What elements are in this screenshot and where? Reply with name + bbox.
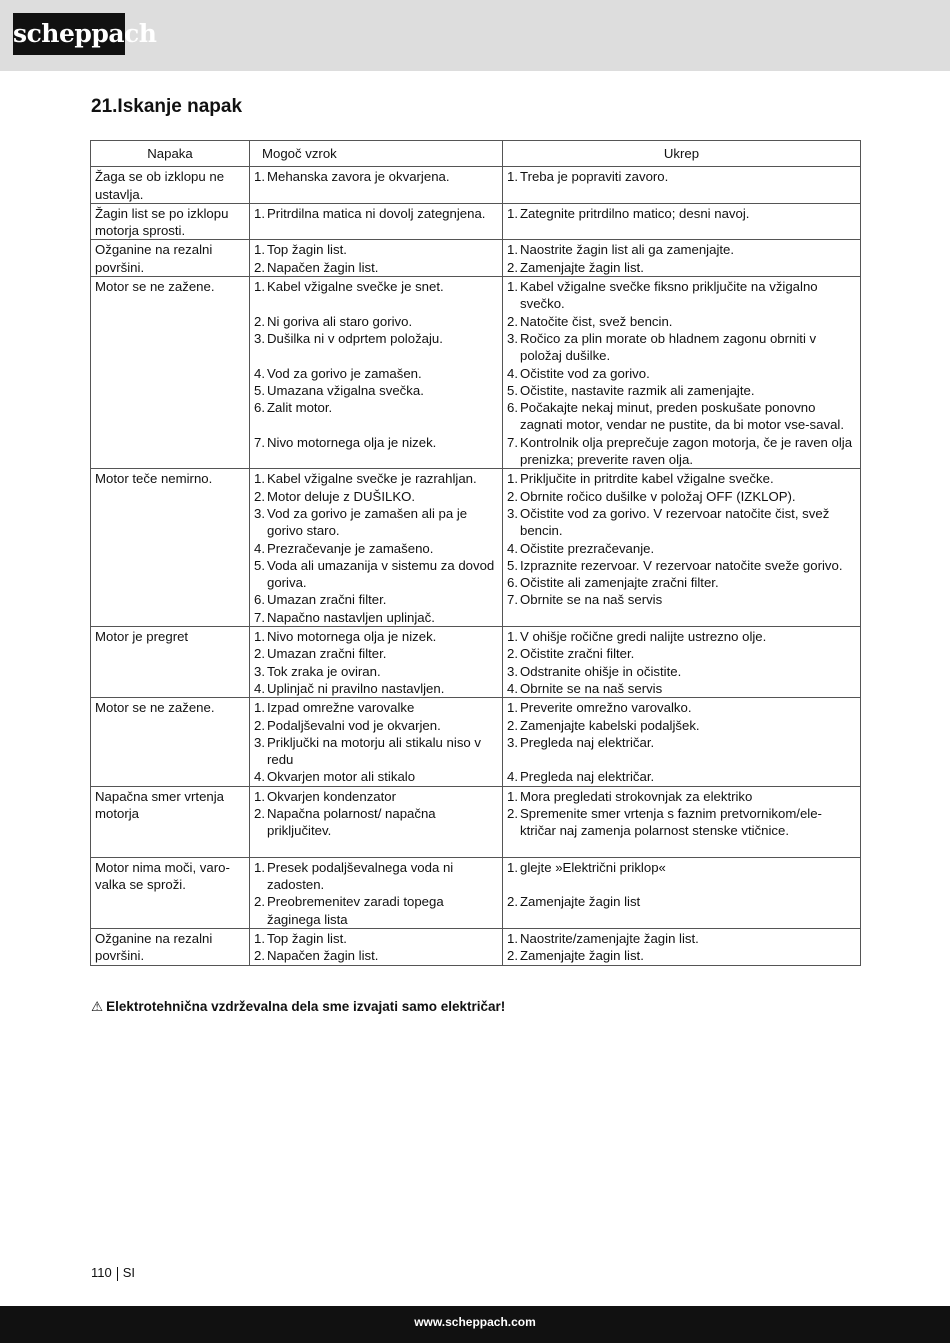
list-item bbox=[507, 205, 856, 222]
list-item-text: Zalit motor. bbox=[267, 400, 333, 416]
list-item-number: 1. bbox=[507, 788, 518, 804]
list-item-text: Nivo motornega olja je nizek. bbox=[267, 629, 437, 645]
list-item-number: 4. bbox=[254, 365, 265, 381]
list-item-number: 5. bbox=[254, 382, 265, 398]
list-item bbox=[507, 699, 856, 716]
list-item-text: Zamenjajte žagin list bbox=[520, 894, 641, 910]
page-number-value: 110 bbox=[91, 1265, 112, 1280]
list-item bbox=[507, 505, 856, 540]
list-item bbox=[254, 205, 498, 222]
list-item bbox=[254, 930, 498, 947]
table-row bbox=[91, 929, 861, 966]
list-item-number: 2. bbox=[254, 646, 265, 662]
table-row bbox=[91, 277, 861, 469]
table-row bbox=[91, 627, 861, 698]
fault-cell: Ožganine na rezalni površini. bbox=[91, 240, 250, 277]
list-item-number: 2. bbox=[507, 717, 518, 733]
remedy-cell bbox=[503, 857, 861, 928]
list-item bbox=[507, 259, 856, 276]
list-item-number: 1. bbox=[507, 471, 518, 487]
list-item bbox=[507, 768, 856, 785]
list-item-number: 1. bbox=[507, 242, 518, 258]
list-item-text: Obrnite se na naš servis bbox=[520, 592, 663, 608]
list-item-number: 2. bbox=[507, 948, 518, 964]
list-item bbox=[507, 557, 856, 574]
list-item bbox=[254, 168, 498, 185]
list-item-text: Odstranite ohišje in očistite. bbox=[520, 663, 682, 679]
list-item bbox=[254, 859, 498, 894]
list-item bbox=[254, 259, 498, 276]
list-item-number: 5. bbox=[507, 557, 518, 573]
list-item-number: 1. bbox=[507, 700, 518, 716]
spacer-line bbox=[507, 876, 856, 893]
list-item-text: Treba je popraviti zavoro. bbox=[520, 169, 669, 185]
page-separator bbox=[117, 1267, 118, 1281]
list-item-number: 1. bbox=[254, 859, 265, 875]
list-item-number: 1. bbox=[254, 629, 265, 645]
list-item-number: 5. bbox=[507, 382, 518, 398]
list-item-text: Spremenite smer vrtenja s faznim pretvornikom/ele-ktričar naj zamenja polarnost stenske vtičnice. bbox=[520, 805, 822, 839]
list-item-text: Napačen žagin list. bbox=[267, 948, 379, 964]
list-item-text: Top žagin list. bbox=[267, 242, 347, 258]
fault-cell: Motor nima moči, varo-valka se sproži. bbox=[91, 857, 250, 928]
list-item-text: Podaljševalni vod je okvarjen. bbox=[267, 717, 441, 733]
list-item-text: Pregleda naj električar. bbox=[520, 769, 655, 785]
header-remedy: Ukrep bbox=[503, 141, 861, 167]
list-item bbox=[507, 680, 856, 697]
fault-cell: Motor se ne zažene. bbox=[91, 698, 250, 786]
list-item bbox=[254, 313, 498, 330]
list-item-number: 2. bbox=[254, 313, 265, 329]
list-item bbox=[254, 788, 498, 805]
list-item bbox=[254, 330, 498, 347]
list-item bbox=[254, 505, 498, 540]
list-item-text: Okvarjen kondenzator bbox=[267, 788, 397, 804]
list-item bbox=[254, 540, 498, 557]
list-item-number: 6. bbox=[507, 575, 518, 591]
page-number bbox=[91, 1265, 135, 1281]
spacer-line bbox=[254, 295, 498, 312]
list-item-number: 3. bbox=[507, 663, 518, 679]
list-item bbox=[507, 591, 856, 608]
list-item-text: Očistite ali zamenjajte zračni filter. bbox=[520, 575, 719, 591]
table-row bbox=[91, 203, 861, 240]
list-item-text: Tok zraka je oviran. bbox=[267, 663, 381, 679]
list-item-number: 3. bbox=[507, 505, 518, 521]
list-item-text: Mehanska zavora je okvarjena. bbox=[267, 169, 450, 185]
list-item-text: Naostrite žagin list ali ga zamenjajte. bbox=[520, 242, 735, 258]
fault-cell: Žagin list se po izklopu motorja sprosti. bbox=[91, 203, 250, 240]
list-item-text: Očistite vod za gorivo. bbox=[520, 365, 650, 381]
list-item bbox=[507, 805, 856, 840]
electrical-warning bbox=[91, 999, 505, 1015]
list-item-text: Zategnite pritrdilno matico; desni navoj. bbox=[520, 205, 750, 221]
list-item bbox=[507, 278, 856, 313]
list-item-number: 1. bbox=[254, 205, 265, 221]
warning-triangle-icon: ⚠ bbox=[91, 999, 104, 1014]
cause-cell bbox=[250, 277, 503, 469]
list-item bbox=[254, 382, 498, 399]
list-item-number: 3. bbox=[254, 505, 265, 521]
list-item-number: 5. bbox=[254, 557, 265, 573]
list-item-number: 2. bbox=[507, 894, 518, 910]
list-item-text: Ni goriva ali staro gorivo. bbox=[267, 313, 413, 329]
list-item bbox=[254, 680, 498, 697]
list-item-number: 4. bbox=[507, 680, 518, 696]
list-item-text: Preobremenitev zaradi topega žaginega lista bbox=[267, 894, 444, 927]
list-item-number: 2. bbox=[254, 717, 265, 733]
fault-cell: Motor teče nemirno. bbox=[91, 469, 250, 627]
cause-cell bbox=[250, 240, 503, 277]
list-item-text: Vod za gorivo je zamašen. bbox=[267, 365, 422, 381]
list-item bbox=[507, 488, 856, 505]
list-item-number: 1. bbox=[507, 279, 518, 295]
list-item-text: Zamenjajte žagin list. bbox=[520, 948, 644, 964]
list-item bbox=[507, 788, 856, 805]
header-cause: Mogoč vzrok bbox=[250, 141, 503, 167]
list-item-text: Kabel vžigalne svečke fiksno priključite na vžigalno svečko. bbox=[520, 279, 818, 312]
remedy-cell bbox=[503, 277, 861, 469]
list-item bbox=[254, 557, 498, 592]
list-item bbox=[254, 591, 498, 608]
list-item bbox=[254, 399, 498, 416]
list-item-number: 6. bbox=[507, 400, 518, 416]
list-item bbox=[507, 382, 856, 399]
list-item-number: 1. bbox=[507, 859, 518, 875]
list-item bbox=[254, 609, 498, 626]
list-item-text: Voda ali umazanija v sistemu za dovod goriva. bbox=[267, 557, 495, 591]
list-item-number: 4. bbox=[507, 365, 518, 381]
fault-cell: Ožganine na rezalni površini. bbox=[91, 929, 250, 966]
list-item bbox=[507, 434, 856, 469]
list-item-text: Umazan zračni filter. bbox=[267, 592, 387, 608]
list-item-number: 1. bbox=[254, 931, 265, 947]
list-item bbox=[254, 717, 498, 734]
list-item bbox=[254, 893, 498, 928]
spacer-line bbox=[254, 416, 498, 433]
list-item-text: Napačen žagin list. bbox=[267, 259, 379, 275]
list-item bbox=[507, 470, 856, 487]
list-item-text: Top žagin list. bbox=[267, 931, 347, 947]
list-item-number: 6. bbox=[254, 592, 265, 608]
fault-cell: Motor se ne zažene. bbox=[91, 277, 250, 469]
list-item-number: 4. bbox=[507, 769, 518, 785]
section-title-text: Iskanje napak bbox=[117, 96, 243, 117]
list-item bbox=[507, 645, 856, 662]
list-item-number: 2. bbox=[507, 646, 518, 662]
list-item-text: Priključki na motorju ali stikalu niso v redu bbox=[267, 734, 482, 768]
fault-cell: Žaga se ob izklopu ne ustavlja. bbox=[91, 167, 250, 204]
fault-cell: Motor je pregret bbox=[91, 627, 250, 698]
list-item-number: 2. bbox=[254, 488, 265, 504]
list-item-text: Natočite čist, svež bencin. bbox=[520, 313, 673, 329]
list-item-number: 2. bbox=[254, 805, 265, 821]
list-item-text: Umazan zračni filter. bbox=[267, 646, 387, 662]
list-item-text: Priključite in pritrdite kabel vžigalne svečke. bbox=[520, 471, 774, 487]
list-item-text: Napačno nastavljen uplinjač. bbox=[267, 609, 435, 625]
list-item-text: Pritrdilna matica ni dovolj zategnjena. bbox=[267, 205, 486, 221]
list-item bbox=[507, 663, 856, 680]
list-item bbox=[507, 540, 856, 557]
table-header-row bbox=[91, 141, 861, 167]
list-item-text: Dušilka ni v odprtem položaju. bbox=[267, 330, 443, 346]
list-item-number: 2. bbox=[507, 488, 518, 504]
list-item-text: Očistite vod za gorivo. V rezervoar natočite čist, svež bencin. bbox=[520, 505, 830, 539]
list-item-text: Kabel vžigalne svečke je razrahljan. bbox=[267, 471, 477, 487]
list-item bbox=[507, 947, 856, 964]
list-item bbox=[507, 241, 856, 258]
list-item-text: V ohišje ročične gredi nalijte ustrezno olje. bbox=[520, 629, 767, 645]
list-item-number: 1. bbox=[254, 169, 265, 185]
list-item-text: Zamenjajte žagin list. bbox=[520, 259, 644, 275]
list-item-text: Pregleda naj električar. bbox=[520, 734, 655, 750]
cause-cell bbox=[250, 469, 503, 627]
list-item-number: 1. bbox=[254, 471, 265, 487]
warning-text: Elektrotehnična vzdrževalna dela sme izvajati samo električar! bbox=[106, 999, 506, 1014]
list-item-text: Počakajte nekaj minut, preden poskušate ponovno zagnati motor, vendar ne pustite, da bi motor vse-saval. bbox=[520, 400, 844, 433]
list-item-text: Obrnite ročico dušilke v položaj OFF (IZKLOP). bbox=[520, 488, 796, 504]
list-item-text: Očistite zračni filter. bbox=[520, 646, 635, 662]
list-item-text: Očistite, nastavite razmik ali zamenjajte. bbox=[520, 382, 755, 398]
list-item-number: 7. bbox=[507, 434, 518, 450]
list-item bbox=[507, 717, 856, 734]
list-item-text: Okvarjen motor ali stikalo bbox=[267, 769, 416, 785]
page-language: SI bbox=[122, 1265, 136, 1280]
list-item-text: Mora pregledati strokovnjak za elektriko bbox=[520, 788, 753, 804]
list-item-number: 1. bbox=[254, 788, 265, 804]
list-item bbox=[254, 768, 498, 785]
list-item-text: Prezračevanje je zamašeno. bbox=[267, 540, 434, 556]
list-item bbox=[254, 947, 498, 964]
footer-bar bbox=[0, 1306, 950, 1343]
table-row bbox=[91, 786, 861, 857]
list-item-text: Nivo motornega olja je nizek. bbox=[267, 434, 437, 450]
list-item-text: Kabel vžigalne svečke je snet. bbox=[267, 279, 444, 295]
list-item-text: Umazana vžigalna svečka. bbox=[267, 382, 424, 398]
list-item bbox=[254, 699, 498, 716]
list-item-number: 4. bbox=[254, 540, 265, 556]
list-item bbox=[507, 930, 856, 947]
list-item-text: Očistite prezračevanje. bbox=[520, 540, 655, 556]
list-item-text: Vod za gorivo je zamašen ali pa je gorivo staro. bbox=[267, 505, 468, 539]
list-item bbox=[507, 365, 856, 382]
header-bar bbox=[0, 0, 950, 71]
list-item-text: Preverite omrežno varovalko. bbox=[520, 700, 692, 716]
list-item-number: 2. bbox=[507, 259, 518, 275]
cause-cell bbox=[250, 698, 503, 786]
table-row bbox=[91, 167, 861, 204]
fault-cell: Napačna smer vrtenja motorja bbox=[91, 786, 250, 857]
list-item bbox=[254, 241, 498, 258]
spacer-line bbox=[254, 347, 498, 364]
list-item-number: 2. bbox=[254, 259, 265, 275]
remedy-cell bbox=[503, 698, 861, 786]
list-item-number: 1. bbox=[507, 931, 518, 947]
list-item-number: 6. bbox=[254, 400, 265, 416]
list-item bbox=[254, 365, 498, 382]
table-row bbox=[91, 698, 861, 786]
list-item-number: 3. bbox=[507, 330, 518, 346]
list-item-text: Izpraznite rezervoar. V rezervoar natočite sveže gorivo. bbox=[520, 557, 843, 573]
list-item-text: Napačna polarnost/ napačna priključitev. bbox=[267, 805, 436, 839]
table-row bbox=[91, 469, 861, 627]
list-item-number: 4. bbox=[254, 680, 265, 696]
remedy-cell bbox=[503, 627, 861, 698]
list-item-number: 3. bbox=[507, 734, 518, 750]
list-item-text: Uplinjač ni pravilno nastavljen. bbox=[267, 680, 445, 696]
list-item bbox=[507, 859, 856, 876]
list-item bbox=[507, 168, 856, 185]
header-fault: Napaka bbox=[91, 141, 250, 167]
list-item-number: 3. bbox=[254, 663, 265, 679]
list-item-number: 1. bbox=[507, 205, 518, 221]
cause-cell bbox=[250, 203, 503, 240]
list-item-number: 3. bbox=[254, 330, 265, 346]
remedy-cell bbox=[503, 240, 861, 277]
list-item bbox=[254, 805, 498, 840]
troubleshooting-table bbox=[90, 140, 861, 966]
list-item bbox=[507, 574, 856, 591]
list-item-text: Presek podaljševalnega voda ni zadosten. bbox=[267, 859, 454, 893]
cause-cell bbox=[250, 627, 503, 698]
list-item bbox=[507, 330, 856, 365]
list-item-number: 4. bbox=[254, 769, 265, 785]
list-item-text: glejte »Električni priklop« bbox=[520, 859, 666, 875]
remedy-cell bbox=[503, 929, 861, 966]
remedy-cell bbox=[503, 203, 861, 240]
list-item-number: 2. bbox=[254, 948, 265, 964]
remedy-cell bbox=[503, 167, 861, 204]
list-item bbox=[254, 663, 498, 680]
scheppach-logo: scheppach bbox=[13, 13, 125, 55]
list-item-text: Naostrite/zamenjajte žagin list. bbox=[520, 931, 699, 947]
list-item bbox=[254, 734, 498, 769]
list-item bbox=[507, 628, 856, 645]
list-item-number: 1. bbox=[254, 242, 265, 258]
table-body bbox=[91, 167, 861, 965]
list-item-text: Kontrolnik olja preprečuje zagon motorja, če je raven olja prenizka; preverite raven olja. bbox=[520, 434, 853, 468]
list-item-text: Obrnite se na naš servis bbox=[520, 680, 663, 696]
list-item-number: 1. bbox=[254, 279, 265, 295]
cause-cell bbox=[250, 786, 503, 857]
list-item-number: 7. bbox=[254, 434, 265, 450]
list-item-number: 2. bbox=[507, 313, 518, 329]
cause-cell bbox=[250, 929, 503, 966]
list-item-text: Izpad omrežne varovalke bbox=[267, 700, 415, 716]
table-row bbox=[91, 240, 861, 277]
spacer-line bbox=[254, 840, 498, 857]
list-item-number: 1. bbox=[507, 629, 518, 645]
list-item bbox=[254, 628, 498, 645]
list-item bbox=[507, 399, 856, 434]
list-item-number: 3. bbox=[254, 734, 265, 750]
list-item-text: Motor deluje z DUŠILKO. bbox=[267, 488, 416, 504]
list-item-number: 1. bbox=[507, 169, 518, 185]
list-item bbox=[254, 470, 498, 487]
list-item bbox=[254, 434, 498, 451]
cause-cell bbox=[250, 857, 503, 928]
list-item-text: Zamenjajte kabelski podaljšek. bbox=[520, 717, 700, 733]
website-link[interactable]: www.scheppach.com bbox=[414, 1315, 536, 1329]
table-row bbox=[91, 857, 861, 928]
list-item bbox=[507, 734, 856, 751]
list-item-text: Ročico za plin morate ob hladnem zagonu obrniti v položaj dušilke. bbox=[520, 330, 817, 364]
spacer-line bbox=[507, 751, 856, 768]
list-item-number: 4. bbox=[507, 540, 518, 556]
list-item bbox=[254, 645, 498, 662]
list-item-number: 7. bbox=[507, 592, 518, 608]
list-item bbox=[254, 488, 498, 505]
section-number: 21. bbox=[91, 96, 118, 117]
list-item-number: 2. bbox=[254, 894, 265, 910]
remedy-cell bbox=[503, 786, 861, 857]
list-item bbox=[507, 893, 856, 910]
remedy-cell bbox=[503, 469, 861, 627]
list-item-number: 7. bbox=[254, 609, 265, 625]
list-item-number: 2. bbox=[507, 805, 518, 821]
cause-cell bbox=[250, 167, 503, 204]
list-item-number: 1. bbox=[254, 700, 265, 716]
section-title bbox=[91, 96, 242, 118]
list-item bbox=[254, 278, 498, 295]
list-item bbox=[507, 313, 856, 330]
